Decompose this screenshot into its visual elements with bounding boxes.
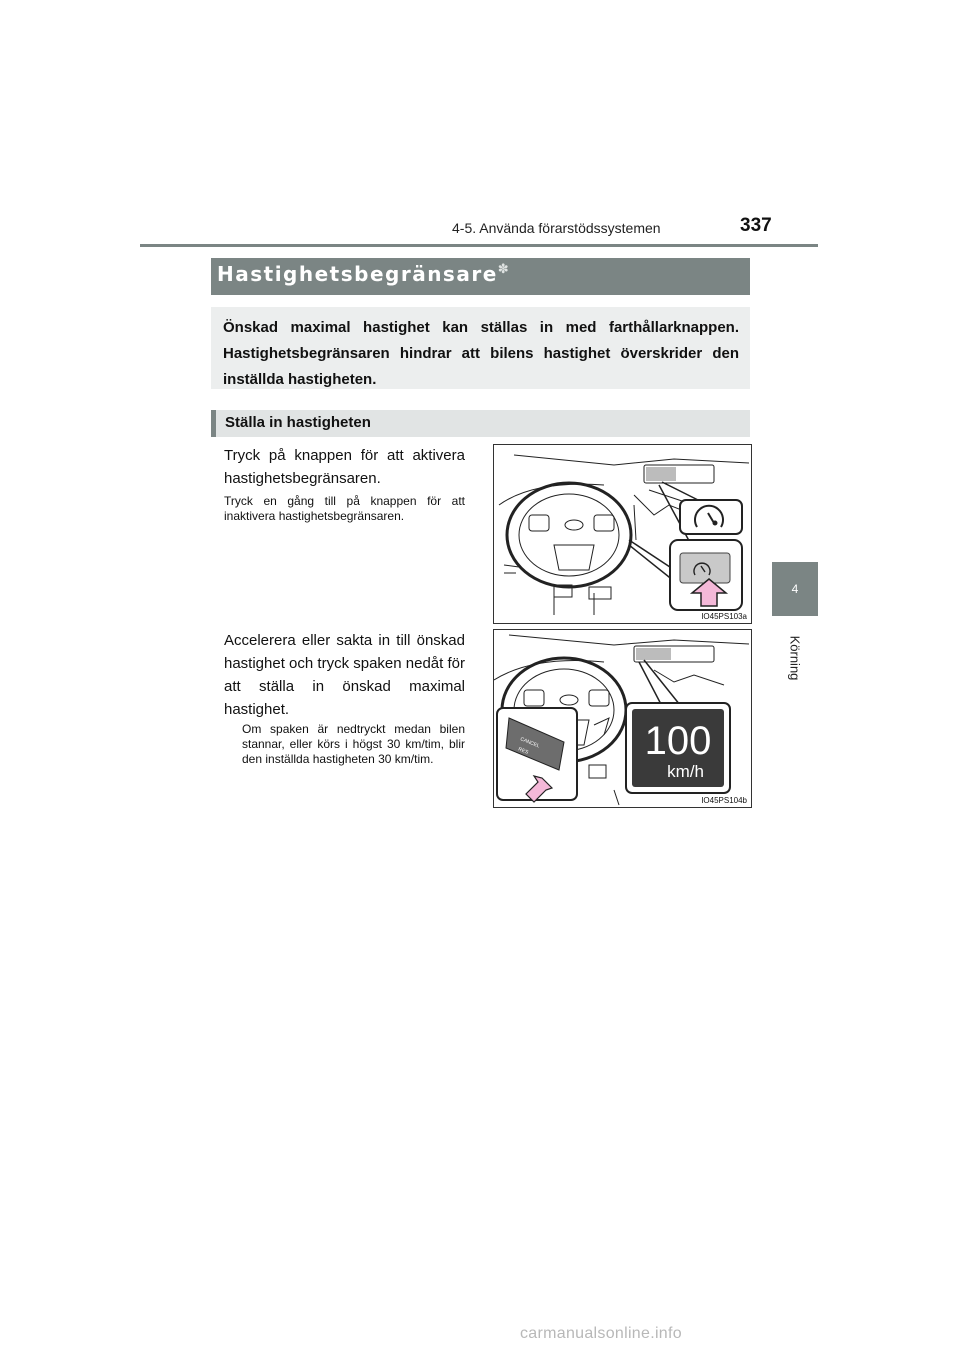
- display-speed-unit: km/h: [667, 762, 704, 781]
- intro-box: [211, 307, 750, 389]
- chapter-label: [770, 628, 820, 688]
- figure-2-illustration: [494, 630, 751, 807]
- title-marker: ✽: [497, 262, 511, 277]
- step-2-text: Accelerera eller sakta in till önskad hastighet och tryck spaken nedåt för att ställa in önskad maximal hastighet.: [224, 632, 465, 718]
- title-bar: [211, 258, 750, 295]
- step-2-note: Om spaken är nedtryckt medan bilen stannar, eller körs i högst 30 km/tim, blir den inställda hastigheten 30 km/tim.: [242, 722, 465, 766]
- header-divider: [140, 244, 818, 247]
- subheading-bar: [211, 410, 750, 437]
- lever-label-set: SET: [515, 756, 527, 766]
- step-1-note: Tryck en gång till på knappen för att inaktivera hastighetsbegränsaren.: [224, 494, 465, 523]
- chapter-label-text: Körning: [787, 635, 803, 681]
- subheading-text: Ställa in hastigheten: [225, 414, 371, 431]
- figure-2-code: IO45PS104b: [701, 796, 747, 805]
- figure-2: [493, 629, 752, 808]
- figure-1: [493, 444, 752, 624]
- figure-1-code: IO45PS103a: [701, 612, 747, 621]
- display-speed-value: 100: [644, 719, 712, 763]
- page-number: 337: [740, 215, 772, 236]
- intro-text: Önskad maximal hastighet kan ställas in med farthållarknappen. Hastighetsbegränsaren hindrar att bilens hastighet överskrider den inställda hastigheten.: [223, 319, 739, 388]
- watermark: carmanualsonline.info: [520, 1325, 682, 1342]
- lever-label-cancel: CANCEL: [519, 736, 541, 750]
- figure-1-illustration: [494, 445, 751, 623]
- page-title-text: Hastighetsbegränsare: [217, 262, 498, 286]
- lever-label-res: RES: [517, 746, 530, 756]
- page-title: [217, 262, 510, 286]
- section-heading: 4-5. Använda förarstödssystemen: [452, 220, 661, 236]
- chapter-tab: 4: [772, 562, 818, 616]
- step-1-text: Tryck på knappen för att aktivera hastighetsbegränsaren.: [224, 447, 465, 487]
- subheading-accent: [211, 410, 216, 437]
